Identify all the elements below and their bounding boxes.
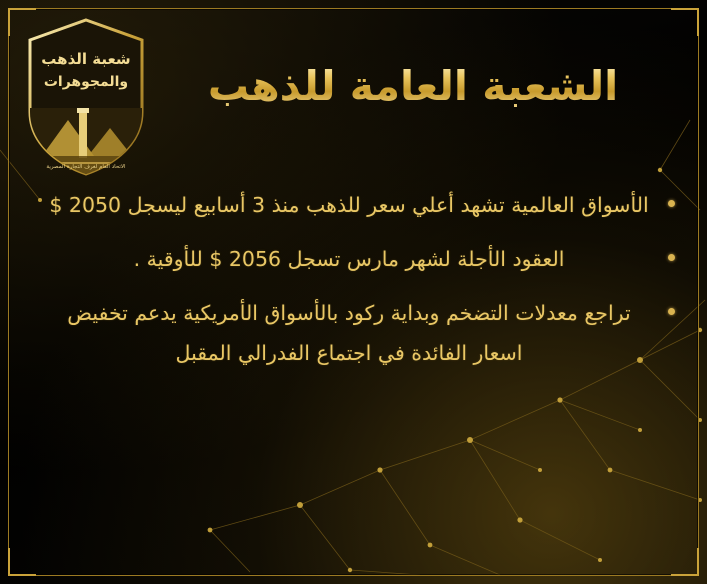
frame-corner-bottom-right-icon [671,548,699,576]
svg-text:شعبة الذهب: شعبة الذهب [41,50,131,68]
list-item [26,186,681,226]
list-item-text: الأسواق العالمية تشهد أعلي سعر للذهب منذ 3 أسابيع ليسجل 2050 $ [49,193,649,217]
list-item [26,294,681,374]
frame-corner-top-right-icon [671,8,699,36]
bullet-dot-icon [668,200,675,207]
list-item-text: تراجع معدلات التضخم وبداية ركود بالأسواق الأمريكية يدعم تخفيض اسعار الفائدة في اجتماع الفدرالي المقبل [67,300,631,365]
bullet-dot-icon [668,254,675,261]
bullet-list [26,186,681,388]
svg-text:الاتحاد العام لغرف التجارة الم: الاتحاد العام لغرف التجارة المصرية [46,164,126,170]
frame-corner-bottom-left-icon [8,548,36,576]
gold-and-jewellery-division-logo [22,16,150,180]
svg-text:والمجوهرات: والمجوهرات [43,74,129,90]
list-item-text: العقود الأجلة لشهر مارس تسجل 2056 $ للأوقية . [133,246,565,271]
page-title: الشعبة العامة للذهب [153,62,673,111]
bullet-dot-icon [668,308,675,315]
list-item [26,240,681,280]
